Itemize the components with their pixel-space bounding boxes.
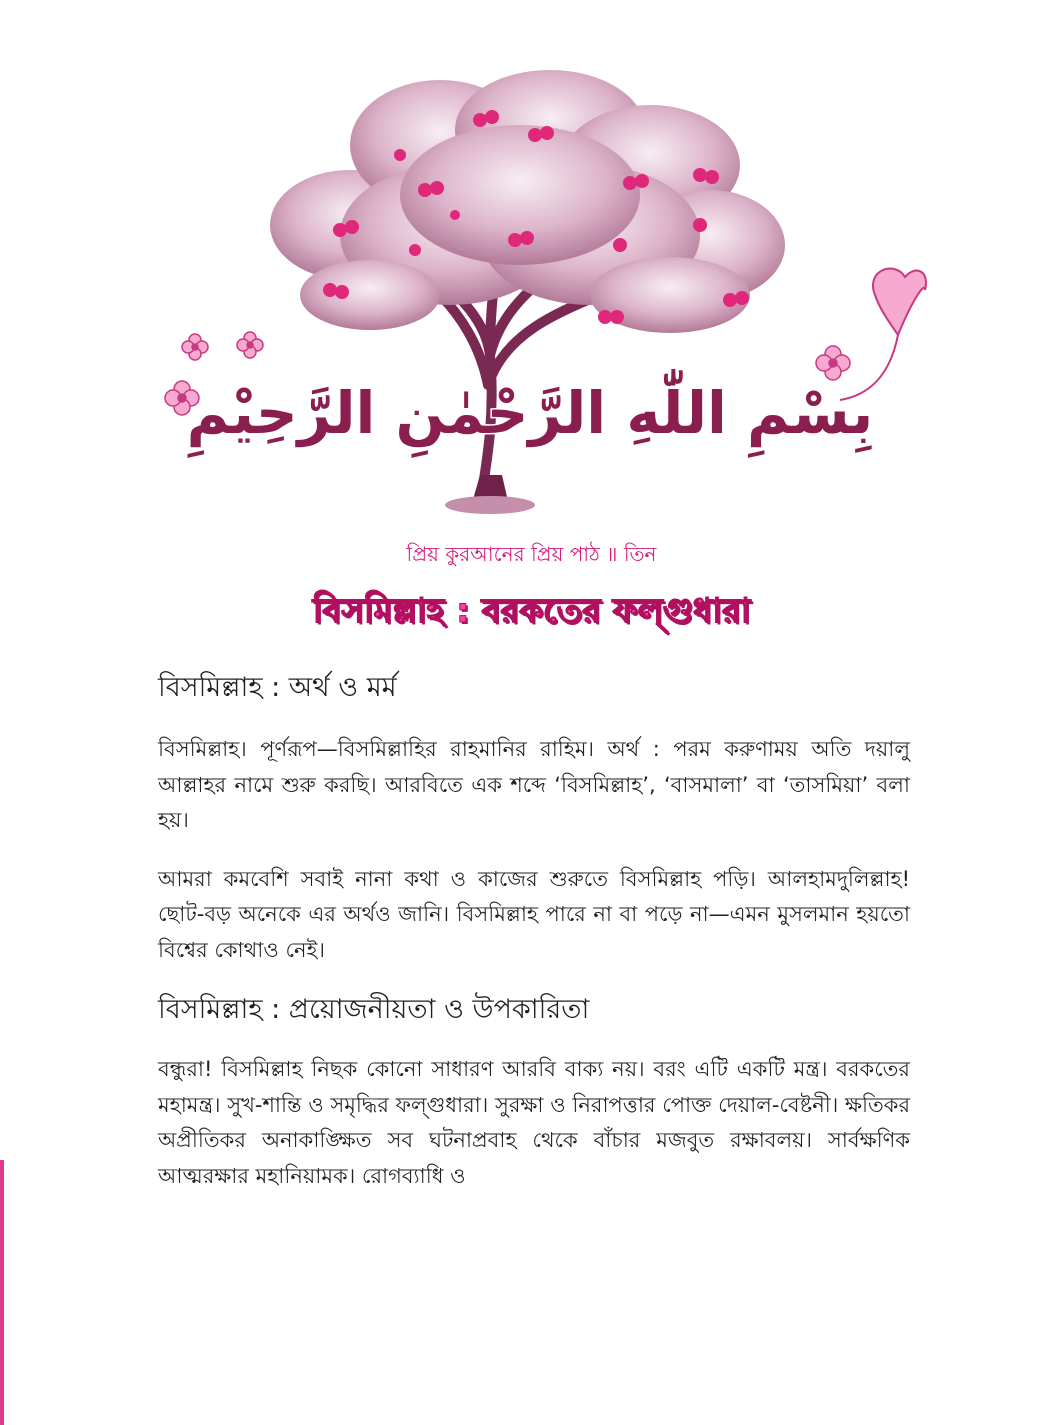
page-title: বিসমিল্লাহ : বরকতের ফল্গুধারা xyxy=(312,591,751,631)
page-edge-marker xyxy=(0,1160,4,1425)
heart-decoration xyxy=(873,269,926,335)
bismillah-calligraphy: بِسْمِ اللّٰهِ الرَّحْمٰنِ الرَّحِيْمِ xyxy=(186,379,874,447)
paragraph: বিসমিল্লাহ। পূর্ণরূপ—বিসমিল্লাহির রাহমানির রাহিম। অর্থ : পরম করুণাময় অতি দয়ালু আল্লাহর নামে শুরু করছি। আরবিতে এক শব্দে ‘বিসমিল্লাহ’, ‘বাসমালা’ বা ‘তাসমিয়া’ বলা হয়। xyxy=(158,737,910,832)
tree-illustration xyxy=(150,55,940,515)
section-heading-benefits: বিসমিল্লাহ : প্রয়োজনীয়তা ও উপকারিতা xyxy=(158,994,590,1025)
section-heading-meaning: বিসমিল্লাহ : অর্থ ও মর্ম xyxy=(158,672,397,703)
series-label: প্রিয় কুরআনের প্রিয় পাঠ ॥ তিন xyxy=(406,542,657,566)
article-body xyxy=(158,668,910,1194)
paragraph: বন্ধুরা! বিসমিল্লাহ নিছক কোনো সাধারণ আরবি বাক্য নয়। বরং এটি একটি মন্ত্র। বরকতের মহামন্ত্র। সুখ-শান্তি ও সমৃদ্ধির ফল্গুধারা। সুরক্ষা ও নিরাপত্তার পোক্ত দেয়াল-বেষ্টনী। ক্ষতিকর অপ্রীতিকর অনাকাঙ্ক্ষিত সব ঘটনাপ্রবাহ থেকে বাঁচার মজবুত রক্ষাবলয়। সার্বক্ষণিক আত্মরক্ষার মহানিয়ামক। রোগব্যাধি ও xyxy=(158,1057,910,1188)
paragraph: আমরা কমবেশি সবাই নানা কথা ও কাজের শুরুতে বিসমিল্লাহ পড়ি। আলহামদুলিল্লাহ! ছোট-বড় অনেকে এর অর্থও জানি। বিসমিল্লাহ পারে না বা পড়ে না—এমন মুসলমান হয়তো বিশ্বের কোথাও নেই। xyxy=(158,866,910,962)
